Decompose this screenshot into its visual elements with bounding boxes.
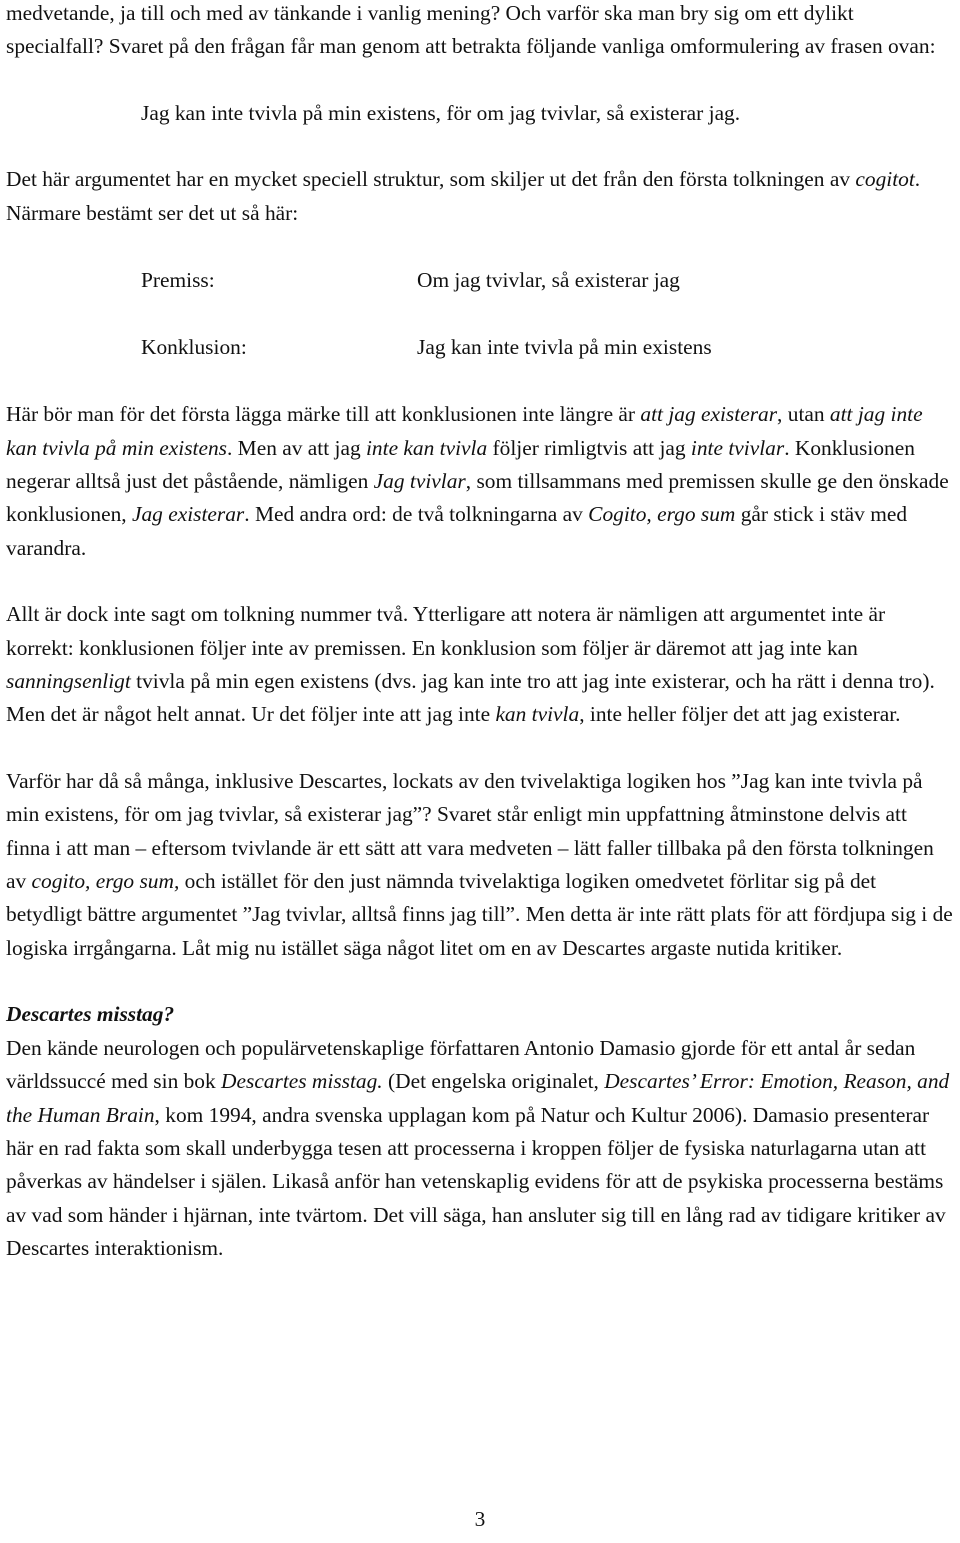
p3-segment: . Konklusionen negerar alltså just det påstående, nämligen <box>6 435 915 494</box>
p4-segment: Allt är dock inte sagt om tolkning nummer två. Ytterligare att notera är nämligen att argumentet inte är korrekt: konklusionen följer inte av premissen. En konklusion som följer är däremot att jag inte kan <box>6 602 886 660</box>
p6-segment: Den kände neurologen och populärvetenskaplige författaren Antonio Damasio gjorde för ett antal år sedan världssuccé med sin bok <box>6 1035 916 1094</box>
conclusion-text: Jag kan inte tvivla på min existens <box>417 334 712 359</box>
p5-segment: cogito, ergo sum, <box>31 869 180 894</box>
conclusion-row <box>141 331 954 364</box>
p3-segment: Här bör man för det första lägga märke till att konklusionen inte längre är <box>6 402 641 427</box>
p3-segment: Jag tvivlar <box>373 469 466 494</box>
document-page <box>6 0 954 1266</box>
paragraph-2 <box>6 163 954 230</box>
indented-quote: Jag kan inte tvivla på min existens, för om jag tvivlar, så existerar jag. <box>141 100 741 125</box>
paragraph-4 <box>6 598 954 732</box>
p4-segment: , inte heller följer det att jag existerar. <box>579 702 901 727</box>
p3-segment: att jag inte kan tvivla på min existens <box>6 402 923 460</box>
premise-text: Om jag tvivlar, så existerar jag <box>417 268 680 293</box>
p3-segment: . Men av att jag <box>226 435 366 460</box>
p3-segment: , utan <box>777 402 830 427</box>
p6-segment: , kom 1994, andra svenska upplagan kom på Natur och Kultur 2006). Damasio presenterar här en rad fakta som skall underbygga tesen att processerna i kroppen följer de fysiska naturlagarna utan att påverkas av händelser i själen. Likaså anför han vetenskaplig evidens för att de psykiska processerna bestäms av vad som händer i hjärnan, inte tvärtom. Det vill säga, han ansluter sig till en lång rad av tidigare kritiker av Descartes interaktionism. <box>6 1102 946 1261</box>
paragraph-3 <box>6 398 954 565</box>
paragraph-1 <box>6 0 954 64</box>
p2-segment: cogitot <box>855 167 915 192</box>
p3-segment: , som tillsammans med premissen skulle ge den önskade konklusionen, <box>6 469 949 527</box>
p5-segment: Varför har då så många, inklusive Descartes, lockats av den tvivelaktiga logiken hos ”Jag kan inte tvivla på min existens, för om jag tvivlar, så existerar jag”? Svaret står enligt min uppfattning åtminstone delvis att finna i att man – eftersom tvivlande är ett sätt att vara medveten – lätt faller tillbaka på den första tolkningen av <box>6 768 934 894</box>
argument-block <box>6 264 954 364</box>
p4-segment: kan tvivla <box>495 702 580 727</box>
premise-label: Premiss: <box>141 268 215 293</box>
p3-segment: går stick i stäv med varandra. <box>6 502 908 560</box>
p3-segment: att jag existerar <box>640 402 778 427</box>
conclusion-label: Konklusion: <box>141 334 247 359</box>
section-heading: Descartes misstag? <box>6 1002 175 1027</box>
p3-segment: Jag existerar <box>131 502 245 527</box>
p4-segment: tvivla på min egen existens (dvs. jag kan inte tro att jag inte existerar, och ha rätt i denna tro). Men det är något helt annat. Ur det följer inte att jag inte <box>6 669 935 727</box>
p3-segment: . Med andra ord: de två tolkningarna av <box>244 502 589 527</box>
p6-segment: Descartes misstag. <box>221 1069 383 1094</box>
p3-segment: inte tvivlar <box>690 435 785 460</box>
p2-segment: . Närmare bestämt ser det ut så här: <box>6 167 921 225</box>
p3-segment: följer rimligtvis att jag <box>487 435 691 460</box>
p5-segment: och istället för den just nämnda tvivelaktiga logiken omedvetet förlitar sig på det betydligt bättre argumentet ”Jag tvivlar, alltså finns jag till”. Men detta är inte rätt plats för att fördjupa sig i de logiska irrgångarna. Låt mig nu istället säga något litet om en av Descartes argaste nutida kritiker. <box>6 869 953 960</box>
p6-segment: (Det engelska originalet, <box>382 1069 605 1094</box>
p2-segment: Det här argumentet har en mycket speciell struktur, som skiljer ut det från den första tolkningen av <box>6 167 856 192</box>
paragraph-6 <box>6 1032 954 1266</box>
p4-segment: sanningsenligt <box>6 669 131 694</box>
page-number: 3 <box>474 1507 486 1531</box>
p3-segment: Cogito, ergo sum <box>588 502 736 527</box>
paragraph-5 <box>6 765 954 965</box>
p1-segment: medvetande, ja till och med av tänkande i vanlig mening? Och varför ska man bry sig om ett dylikt specialfall? Svaret på den frågan får man genom att betrakta följande vanliga omformulering av frasen ovan: <box>6 1 936 59</box>
p6-segment: Descartes’ Error: Emotion, Reason, and the Human Brain <box>6 1069 950 1127</box>
premise-row <box>141 264 954 297</box>
p3-segment: inte kan tvivla <box>365 435 488 460</box>
